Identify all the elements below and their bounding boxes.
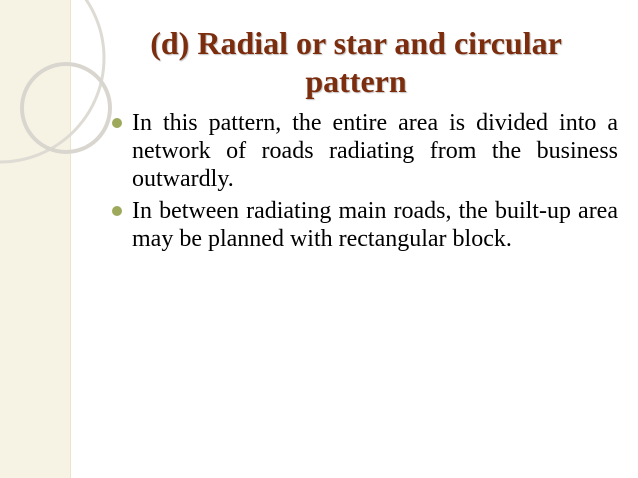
bullet-dot-icon (112, 118, 122, 128)
bullet-list (112, 109, 618, 257)
bullet-text: In this pattern, the entire area is divided into a network of roads radiating from the business outwardly. (132, 110, 618, 192)
bullet-text: In between radiating main roads, the built-up area may be planned with rectangular block. (132, 198, 618, 252)
bullet-dot-icon (112, 206, 122, 216)
slide-title: (d) Radial or star and circular pattern (150, 25, 562, 99)
bullet-item (112, 109, 618, 193)
decorative-side-band (0, 0, 71, 478)
bullet-item (112, 197, 618, 253)
